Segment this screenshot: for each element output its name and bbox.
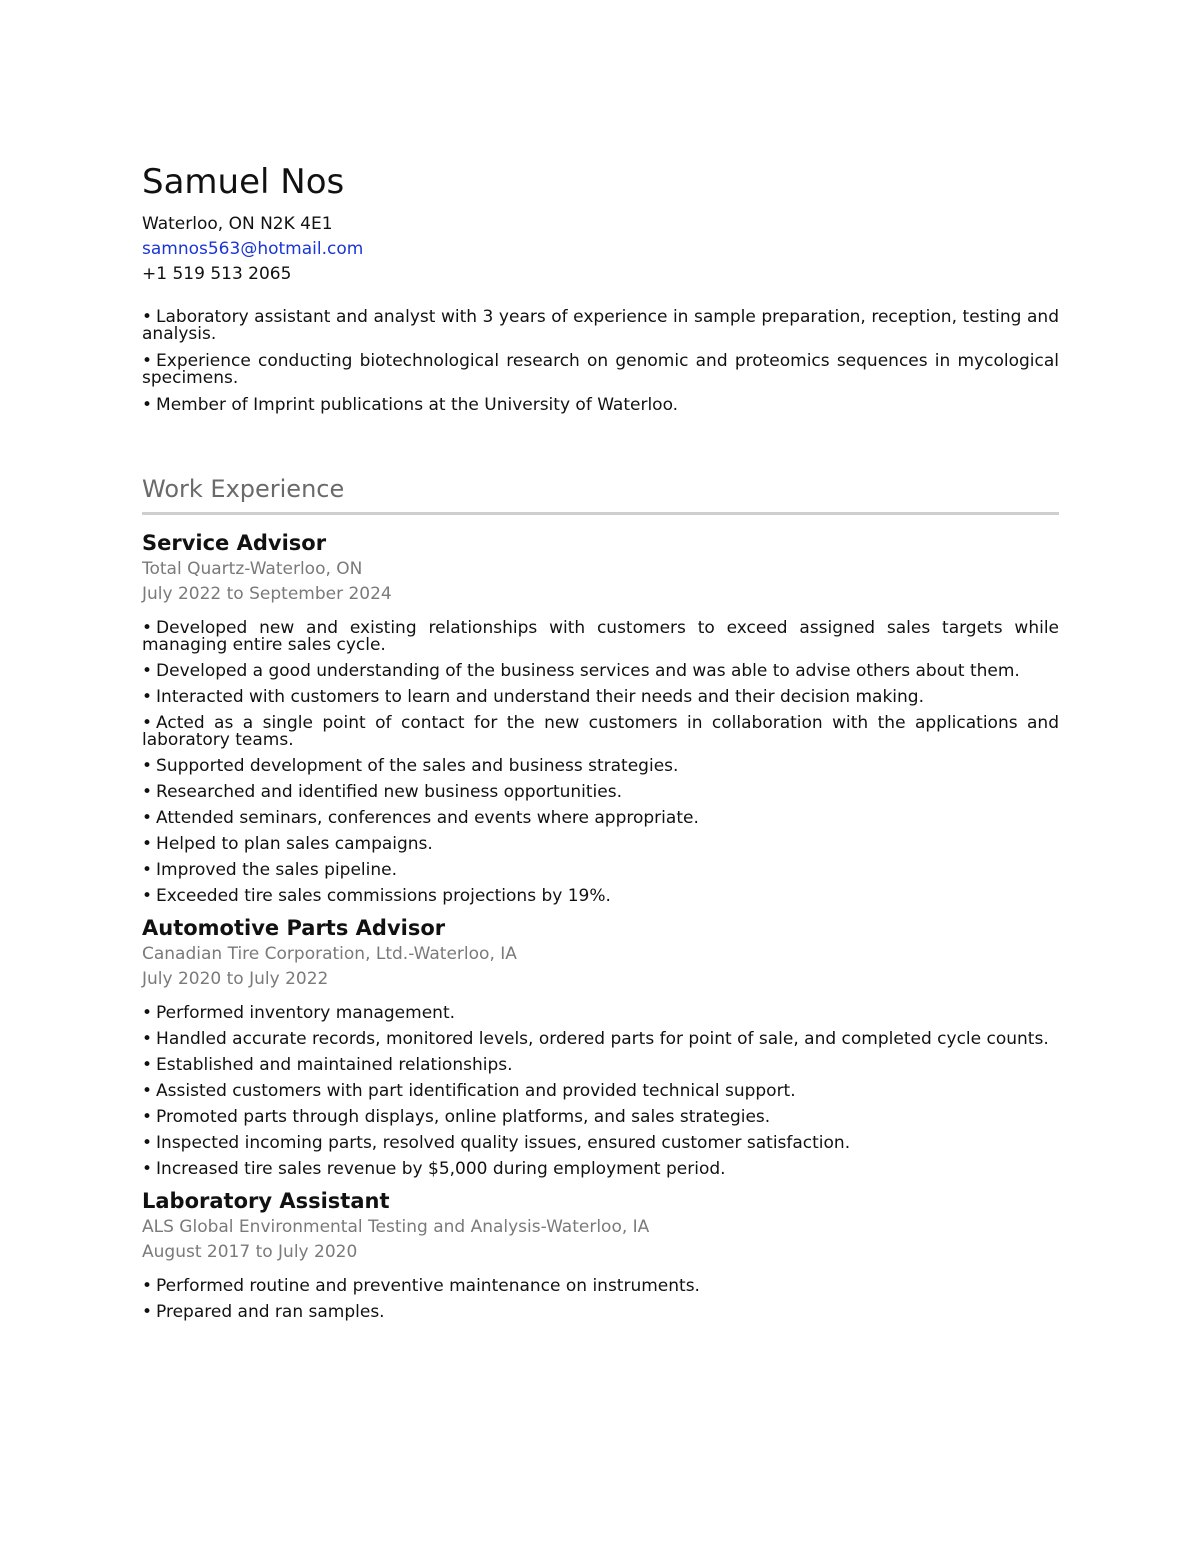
address: Waterloo, ON N2K 4E1 xyxy=(142,214,333,234)
bullet-icon: • xyxy=(142,808,153,828)
job-bullet-list xyxy=(142,1005,1059,1178)
summary-item: • Experience conducting biotechnological research on genomic and proteomics sequences in mycological specimens. xyxy=(142,351,1059,388)
bullet-icon: • xyxy=(142,886,153,906)
job-bullet: • Helped to plan sales campaigns. xyxy=(142,834,433,854)
bullet-icon: • xyxy=(142,1133,153,1153)
job-entry xyxy=(142,914,1059,1178)
bullet-icon: • xyxy=(142,351,153,371)
job-title: Automotive Parts Advisor xyxy=(142,916,446,940)
bullet-icon: • xyxy=(142,661,153,681)
bullet-icon: • xyxy=(142,1055,153,1075)
job-entry xyxy=(142,1187,1059,1321)
job-bullet: • Attended seminars, conferences and events where appropriate. xyxy=(142,808,699,828)
job-bullet-list xyxy=(142,620,1059,905)
job-bullet: • Exceeded tire sales commissions projections by 19%. xyxy=(142,886,611,906)
job-entry xyxy=(142,529,1059,905)
job-bullet: • Acted as a single point of contact for the new customers in collaboration with the applications and laboratory teams. xyxy=(142,713,1059,750)
resume-content xyxy=(142,160,1059,1330)
bullet-icon: • xyxy=(142,395,153,415)
bullet-icon: • xyxy=(142,756,153,776)
job-bullet: • Developed new and existing relationships with customers to exceed assigned sales targets while managing entire sales cycle. xyxy=(142,618,1059,655)
bullet-icon: • xyxy=(142,782,153,802)
section-divider xyxy=(142,512,1059,515)
job-company: Total Quartz-Waterloo, ON xyxy=(142,559,363,579)
bullet-icon: • xyxy=(142,618,153,638)
bullet-icon: • xyxy=(142,687,153,707)
job-bullet: • Promoted parts through displays, online platforms, and sales strategies. xyxy=(142,1107,771,1127)
job-bullet: • Interacted with customers to learn and understand their needs and their decision making. xyxy=(142,687,924,707)
bullet-icon: • xyxy=(142,1029,153,1049)
job-bullet: • Supported development of the sales and business strategies. xyxy=(142,756,679,776)
summary-item: • Member of Imprint publications at the University of Waterloo. xyxy=(142,395,679,415)
email-link[interactable]: samnos563@hotmail.com xyxy=(142,239,364,259)
bullet-icon: • xyxy=(142,713,153,733)
bullet-icon: • xyxy=(142,1081,153,1101)
bullet-icon: • xyxy=(142,307,153,327)
summary-item: • Laboratory assistant and analyst with 3 years of experience in sample preparation, reception, testing and analysis. xyxy=(142,307,1059,344)
job-bullet: • Handled accurate records, monitored levels, ordered parts for point of sale, and completed cycle counts. xyxy=(142,1029,1049,1049)
job-dates: July 2020 to July 2022 xyxy=(142,969,329,989)
job-bullet: • Performed routine and preventive maintenance on instruments. xyxy=(142,1276,700,1296)
job-bullet: • Inspected incoming parts, resolved quality issues, ensured customer satisfaction. xyxy=(142,1133,851,1153)
job-bullet: • Researched and identified new business opportunities. xyxy=(142,782,623,802)
bullet-icon: • xyxy=(142,1159,153,1179)
bullet-icon: • xyxy=(142,1003,153,1023)
candidate-name: Samuel Nos xyxy=(142,162,345,202)
bullet-icon: • xyxy=(142,1276,153,1296)
job-bullet: • Increased tire sales revenue by $5,000 during employment period. xyxy=(142,1159,726,1179)
job-bullet: • Improved the sales pipeline. xyxy=(142,860,397,880)
job-bullet: • Performed inventory management. xyxy=(142,1003,456,1023)
bullet-icon: • xyxy=(142,1107,153,1127)
job-title: Service Advisor xyxy=(142,531,327,555)
job-company: Canadian Tire Corporation, Ltd.-Waterloo, IA xyxy=(142,944,517,964)
phone: +1 519 513 2065 xyxy=(142,264,292,284)
job-bullet: • Assisted customers with part identification and provided technical support. xyxy=(142,1081,796,1101)
job-company: ALS Global Environmental Testing and Analysis-Waterloo, IA xyxy=(142,1217,650,1237)
job-dates: August 2017 to July 2020 xyxy=(142,1242,358,1262)
bullet-icon: • xyxy=(142,834,153,854)
job-bullet: • Prepared and ran samples. xyxy=(142,1302,385,1322)
summary-list xyxy=(142,309,1059,414)
bullet-icon: • xyxy=(142,860,153,880)
job-dates: July 2022 to September 2024 xyxy=(142,584,392,604)
job-title: Laboratory Assistant xyxy=(142,1189,390,1213)
job-bullet: • Developed a good understanding of the business services and was able to advise others about them. xyxy=(142,661,1020,681)
bullet-icon: • xyxy=(142,1302,153,1322)
job-bullet-list xyxy=(142,1278,1059,1321)
work-experience-heading: Work Experience xyxy=(142,475,345,503)
job-bullet: • Established and maintained relationships. xyxy=(142,1055,513,1075)
